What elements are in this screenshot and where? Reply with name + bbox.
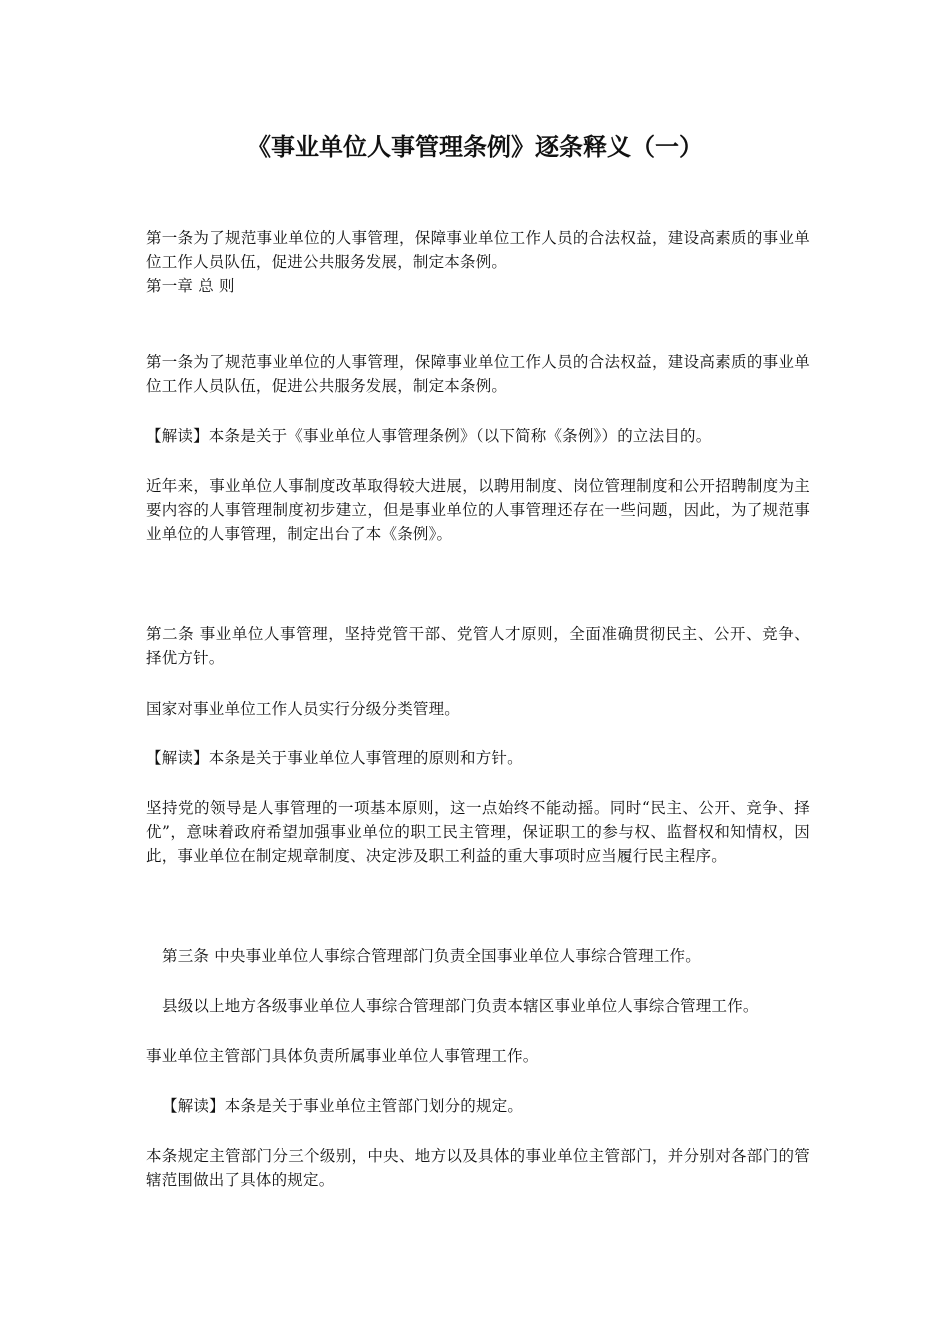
paragraph-article-1: 第一条为了规范事业单位的人事管理，保障事业单位工作人员的合法权益，建设高素质的事业单位工作人员队伍，促进公共服务发展，制定本条例。 (146, 353, 810, 395)
chapter-heading: 第一章 总 则 (146, 277, 235, 295)
paragraph-article-3-clause-3: 事业单位主管部门具体负责所属事业单位人事管理工作。 (146, 1047, 539, 1065)
paragraph-article-1-intro: 第一条为了规范事业单位的人事管理，保障事业单位工作人员的合法权益，建设高素质的事业单位工作人员队伍，促进公共服务发展，制定本条例。 (146, 229, 810, 271)
document-title: 《事业单位人事管理条例》逐条释义（一） (247, 133, 703, 161)
paragraph-article-2-clause: 国家对事业单位工作人员实行分级分类管理。 (146, 700, 461, 718)
paragraph-article-2: 第二条 事业单位人事管理，坚持党管干部、党管人才原则，全面准确贯彻民主、公开、竞争、择优方针。 (146, 625, 810, 667)
paragraph-article-2-interpretation: 【解读】本条是关于事业单位人事管理的原则和方针。 (146, 749, 523, 767)
paragraph-article-1-explanation: 近年来，事业单位人事制度改革取得较大进展，以聘用制度、岗位管理制度和公开招聘制度为主要内容的人事管理制度初步建立，但是事业单位的人事管理还存在一些问题，因此，为了规范事业单位的人事管理，制定出台了本《条例》。 (146, 477, 810, 543)
paragraph-article-1-interpretation: 【解读】本条是关于《事业单位人事管理条例》（以下简称《条例》）的立法目的。 (146, 427, 712, 445)
paragraph-article-2-explanation: 坚持党的领导是人事管理的一项基本原则，这一点始终不能动摇。同时“民主、公开、竞争、择优”，意味着政府希望加强事业单位的职工民主管理，保证职工的参与权、监督权和知情权，因此，事业单位在制定规章制度、决定涉及职工利益的重大事项时应当履行民主程序。 (146, 799, 810, 865)
paragraph-article-3-explanation: 本条规定主管部门分三个级别，中央、地方以及具体的事业单位主管部门，并分别对各部门的管辖范围做出了具体的规定。 (146, 1147, 810, 1189)
paragraph-article-3-interpretation: 【解读】本条是关于事业单位主管部门划分的规定。 (162, 1097, 524, 1115)
paragraph-article-3: 第三条 中央事业单位人事综合管理部门负责全国事业单位人事综合管理工作。 (162, 947, 701, 965)
paragraph-article-3-clause-2: 县级以上地方各级事业单位人事综合管理部门负责本辖区事业单位人事综合管理工作。 (162, 997, 759, 1015)
